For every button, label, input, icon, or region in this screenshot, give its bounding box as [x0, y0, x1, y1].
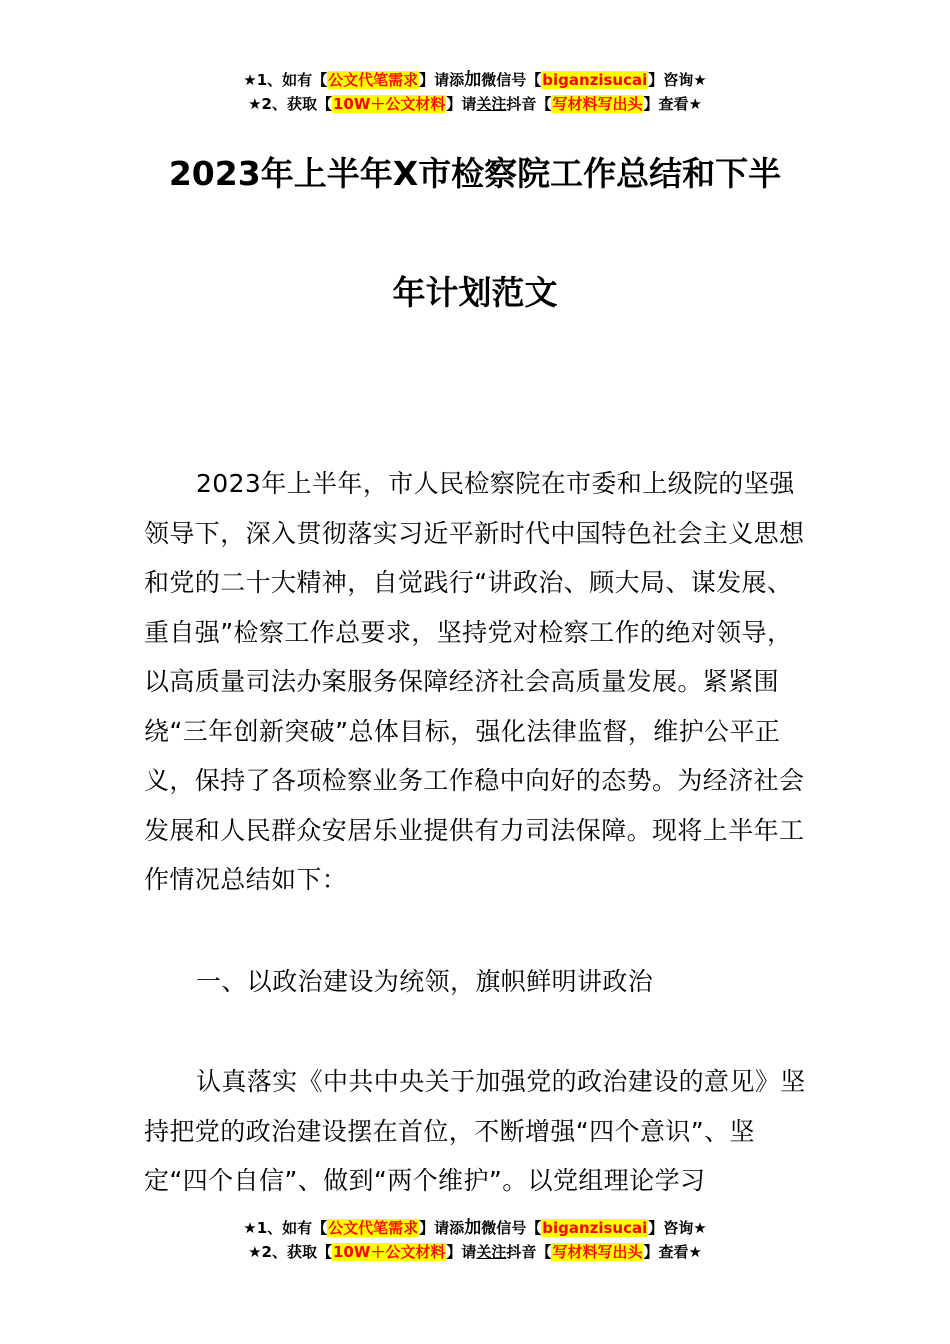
promo-text: 微信号【	[481, 71, 542, 89]
promo-text: 】请添	[419, 1219, 465, 1237]
promo-text: 抖音【	[506, 1243, 552, 1261]
promo-highlight-wechat-id: biganzisucai	[542, 71, 648, 89]
promo-text: 微信号【	[481, 1219, 542, 1237]
promo-line-2	[0, 1240, 950, 1264]
promo-text: 】查看★	[643, 95, 702, 113]
promo-text-underlined: 关注	[476, 1243, 507, 1261]
promo-line-1	[0, 1216, 950, 1240]
document-title-line-2: 年计划范文	[392, 273, 558, 312]
promo-highlight-wechat-id: biganzisucai	[542, 1219, 648, 1237]
document-title-line-1: 2023年上半年X市检察院工作总结和下半	[168, 154, 782, 193]
promo-highlight-materials: 10W＋公文材料	[332, 1243, 446, 1261]
promo-text: 】请	[446, 95, 477, 113]
promo-line-2	[0, 92, 950, 116]
body-paragraph-intro: 2023年上半年，市人民检察院在市委和上级院的坚强领导下，深入贯彻落实习近平新时代中国特色社会主义思想和党的二十大精神，自觉践行“讲政治、顾大局、谋发展、重自强”检察工作总要求，坚持党对检察工作的绝对领导，以高质量司法办案服务保障经济社会高质量发展。紧紧围绕“三年创新突破”总体目标，强化法律监督，维护公平正义，保持了各项检察业务工作稳中向好的态势。为经济社会发展和人民群众安居乐业提供有力司法保障。现将上半年工作情况总结如下：	[144, 469, 805, 894]
promo-text: ★1、如有【	[243, 1219, 328, 1237]
promo-text-underlined: 关注	[476, 95, 507, 113]
promo-text: ★2、获取【	[248, 95, 332, 113]
promo-text: 】查看★	[643, 1243, 702, 1261]
section-heading-1: 一、以政治建设为统领，旗帜鲜明讲政治	[196, 967, 654, 996]
promo-text: ★2、获取【	[248, 1243, 332, 1261]
promo-highlight-douyin-account: 写材料写出头	[552, 1243, 643, 1261]
promo-highlight-service: 公文代笔需求	[328, 1219, 419, 1237]
promo-text: 抖音【	[506, 95, 552, 113]
promo-text: ★1、如有【	[243, 71, 328, 89]
promo-line-1	[0, 68, 950, 92]
top-promo-banner	[0, 68, 950, 116]
bottom-promo-banner	[0, 1216, 950, 1264]
promo-highlight-materials: 10W＋公文材料	[332, 95, 446, 113]
body-paragraph-section-1: 认真落实《中共中央关于加强党的政治建设的意见》坚持把党的政治建设摆在首位，不断增强“四个意识”、坚定“四个自信”、做到“两个维护”。以党组理论学习	[144, 1067, 806, 1195]
promo-text: 】请添	[419, 71, 465, 89]
promo-text: 】咨询★	[648, 1219, 707, 1237]
promo-highlight-service: 公文代笔需求	[328, 71, 419, 89]
promo-text: 】咨询★	[648, 71, 707, 89]
promo-text: 】请	[446, 1243, 477, 1261]
promo-text-emphasis: 加	[464, 1218, 482, 1238]
promo-text-emphasis: 加	[464, 70, 482, 90]
promo-highlight-douyin-account: 写材料写出头	[552, 95, 643, 113]
